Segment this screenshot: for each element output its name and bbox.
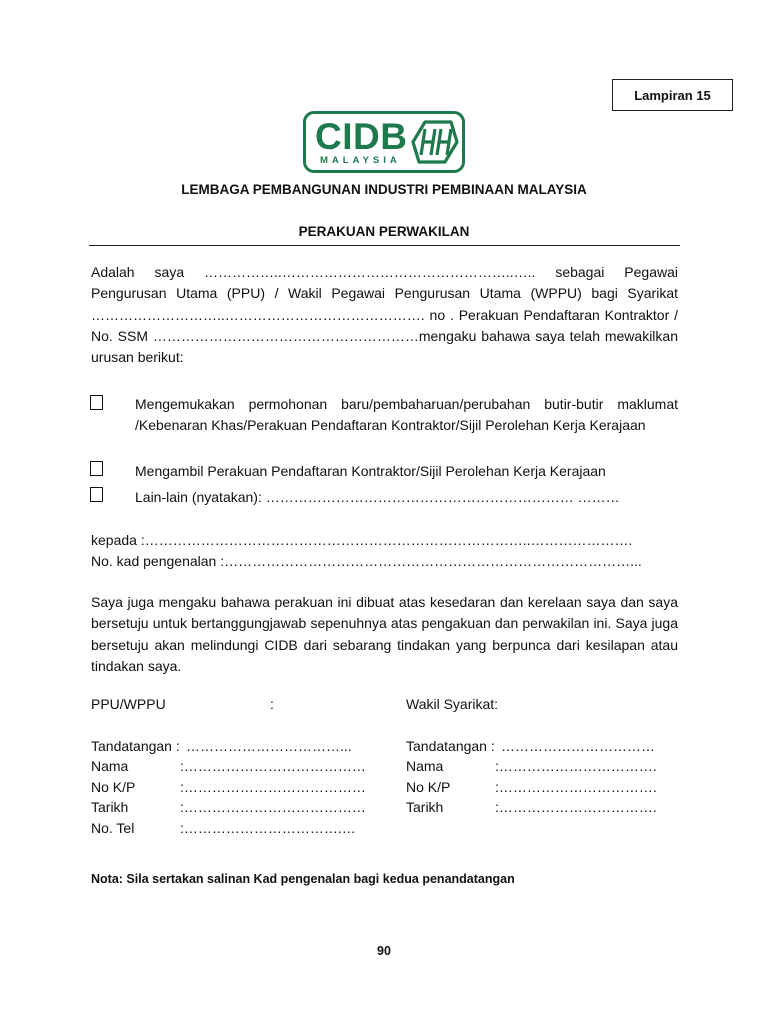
left-signatory-colon: : (270, 696, 274, 712)
right-date-label: Tarikh (406, 799, 444, 815)
left-ic-label: No K/P (91, 779, 136, 795)
option-1-label: Mengemukakan permohonan baru/pembaharuan/perubahan butir-butir maklumat /Kebenaran Khas/Perakuan Pendaftaran Kontraktor/Sijil Perolehan Kerja Kerajaan (135, 396, 678, 433)
left-signature-field[interactable]: ……………………………... (186, 738, 352, 754)
left-ic-field[interactable]: :………………………………… (180, 779, 366, 795)
logo-text: CIDB (315, 116, 408, 157)
right-name-field[interactable]: :……………………………. (495, 758, 657, 774)
declaration-paragraph: Saya juga mengaku bahawa perakuan ini dibuat atas kesedaran dan kerelaan saya dan saya bersetuju untuk bertanggungjawab sepenuhnya atas pengakuan dan perwakilan ini. Saya juga bersetuju akan melindungi CIDB dari sebarang tindakan yang berpunca dari kesilapan atau tindakan saya. (91, 594, 678, 674)
option-2-label: Mengambil Perakuan Pendaftaran Kontraktor/Sijil Perolehan Kerja Kerajaan (135, 463, 606, 479)
left-name-label: Nama (91, 758, 129, 774)
option-3-label: Lain-lain (nyatakan): ………………………………………………………… ……… (135, 489, 620, 505)
logo-subtext: MALAYSIA (320, 155, 401, 166)
organization-name: LEMBAGA PEMBANGUNAN INDUSTRI PEMBINAAN MALAYSIA (181, 182, 587, 197)
option-3-checkbox[interactable] (90, 487, 103, 502)
option-2-checkbox[interactable] (90, 461, 103, 476)
cidb-logo (303, 111, 465, 173)
appendix-label: Lampiran 15 (612, 79, 733, 111)
title-divider (89, 245, 680, 246)
left-signature-label: Tandatangan : (91, 738, 180, 754)
right-ic-field[interactable]: :……………………………. (495, 779, 657, 795)
left-phone-label: No. Tel (91, 820, 135, 836)
kepada-field[interactable]: kepada :………………………………………………………………………..…………………. (91, 532, 633, 548)
option-1-checkbox[interactable] (90, 395, 103, 410)
intro-paragraph: Adalah saya ……………..…………………………………………..….. sebagai Pegawai Pengurusan Utama (PPU) / Wakil Pegawai Pengurusan Utama (WPPU) bagi Syarikat ………………………..……………………………………. no . Perakuan Pendaftaran Kontraktor / No. SSM …………………………………………………mengaku bahawa saya telah mewakilkan urusan berikut: (91, 264, 678, 366)
cidb-emblem-icon (411, 119, 459, 165)
right-signature-field[interactable]: …………………………… (501, 738, 655, 754)
ic-number-field[interactable]: No. kad pengenalan :……………………………………………………………………………... (91, 553, 642, 569)
left-name-field[interactable]: :………………………………… (180, 758, 366, 774)
right-date-field[interactable]: :……………………………. (495, 799, 657, 815)
page-number: 90 (377, 944, 391, 958)
note: Nota: Sila sertakan salinan Kad pengenalan bagi kedua penandatangan (91, 872, 515, 886)
left-phone-field[interactable]: :…………………………….… (180, 820, 356, 836)
document-title: PERAKUAN PERWAKILAN (298, 224, 470, 239)
right-signature-label: Tandatangan : (406, 738, 495, 754)
right-signatory-heading: Wakil Syarikat: (406, 696, 499, 712)
right-ic-label: No K/P (406, 779, 451, 795)
left-signatory-heading: PPU/WPPU (91, 696, 166, 712)
left-date-label: Tarikh (91, 799, 129, 815)
right-name-label: Nama (406, 758, 444, 774)
left-date-field[interactable]: :………………………………… (180, 799, 366, 815)
